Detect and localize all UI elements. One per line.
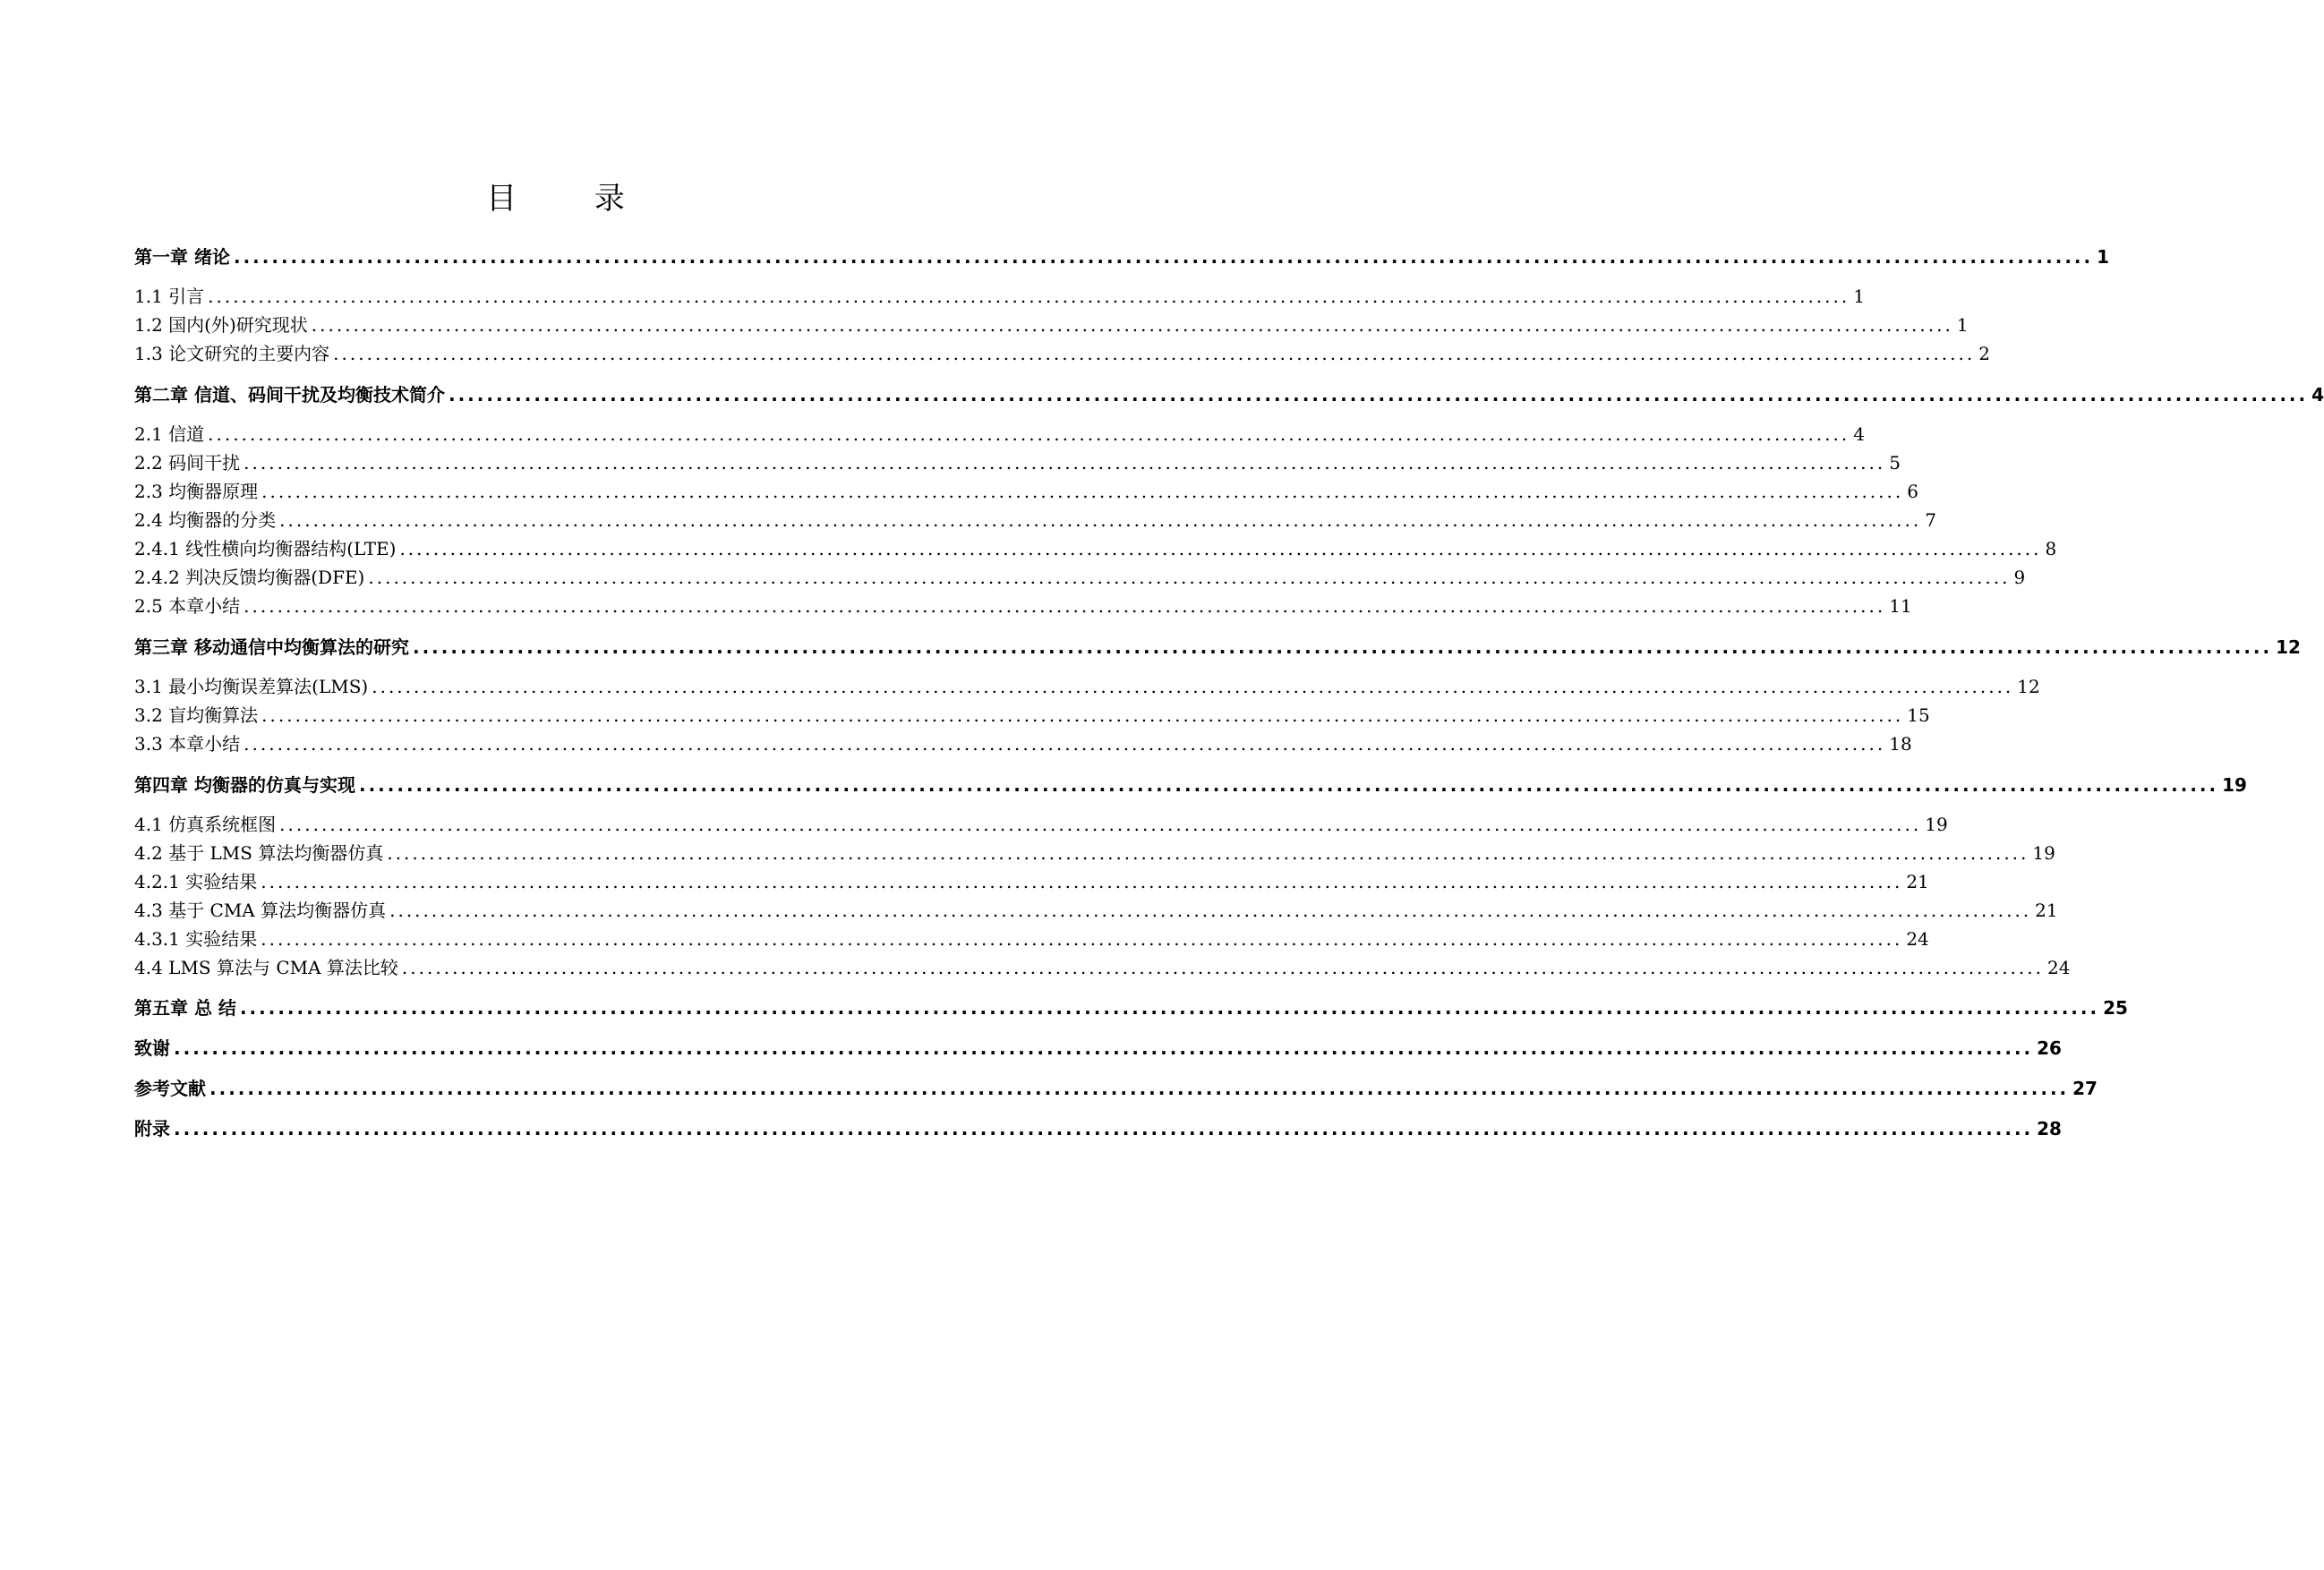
toc-entry-page: 26: [2037, 1037, 2062, 1059]
toc-entry-label: 2.1 信道: [134, 423, 205, 445]
toc-leader-dots: ....................................................................................................................................................................................................: [239, 997, 2100, 1019]
toc-entry[interactable]: [134, 1115, 2062, 1142]
toc-entry-page: 8: [2045, 538, 2057, 559]
toc-entry-page: 27: [2072, 1078, 2098, 1099]
toc-entry-page: 4: [1853, 423, 1865, 445]
toc-entry-label: 附录: [134, 1118, 170, 1139]
toc-leader-dots: ....................................................................................................................................................................................................: [368, 567, 2011, 588]
toc-entry[interactable]: [134, 421, 1865, 448]
toc-leader-dots: ....................................................................................................................................................................................................: [448, 384, 2309, 405]
toc-entry[interactable]: [134, 1035, 2062, 1062]
toc-leader-dots: ....................................................................................................................................................................................................: [333, 343, 1976, 364]
toc-entry-page: 28: [2037, 1118, 2062, 1139]
toc-entry-label: 3.3 本章小结: [134, 733, 241, 755]
toc-leader-dots: ....................................................................................................................................................................................................: [261, 481, 1904, 502]
toc-entry-page: 5: [1889, 452, 1901, 474]
toc-entry-label: 第三章 移动通信中均衡算法的研究: [134, 636, 409, 658]
toc-entry-page: 2: [1978, 343, 1990, 364]
toc-entry[interactable]: [134, 926, 1929, 952]
toc-entry-label: 1.2 国内(外)研究现状: [134, 314, 308, 336]
toc-entry[interactable]: [134, 243, 2110, 270]
toc-entry-label: 1.1 引言: [134, 286, 205, 307]
toc-leader-dots: ....................................................................................................................................................................................................: [399, 538, 2042, 559]
toc-leader-dots: ....................................................................................................................................................................................................: [261, 871, 1903, 892]
toc-entry[interactable]: [134, 340, 1990, 367]
toc-entry[interactable]: [134, 702, 1930, 729]
toc-entry[interactable]: [134, 954, 2071, 981]
toc-entry-label: 2.3 均衡器原理: [134, 481, 259, 502]
toc-entry[interactable]: [134, 593, 1912, 619]
toc-entry[interactable]: [134, 897, 2058, 924]
toc-entry[interactable]: [134, 478, 1918, 505]
toc-leader-dots: ....................................................................................................................................................................................................: [261, 928, 1903, 950]
toc-leader-dots: ....................................................................................................................................................................................................: [401, 957, 2044, 978]
toc-entry-label: 2.4.2 判决反馈均衡器(DFE): [134, 567, 365, 588]
toc-entry[interactable]: [134, 1075, 2098, 1102]
toc-leader-dots: ....................................................................................................................................................................................................: [261, 704, 1904, 726]
toc-leader-dots: ....................................................................................................................................................................................................: [412, 636, 2273, 658]
toc-entry-label: 4.1 仿真系统框图: [134, 814, 277, 835]
toc-entry-page: 1: [2097, 246, 2110, 268]
toc-entry-label: 第二章 信道、码间干扰及均衡技术简介: [134, 384, 445, 405]
toc-leader-dots: ....................................................................................................................................................................................................: [233, 246, 2094, 268]
toc-entry[interactable]: [134, 311, 1969, 338]
toc-leader-dots: ....................................................................................................................................................................................................: [244, 733, 1886, 755]
toc-leader-dots: ....................................................................................................................................................................................................: [208, 286, 1850, 307]
toc-entry[interactable]: [134, 564, 2026, 591]
toc-entry-label: 4.2 基于 LMS 算法均衡器仿真: [134, 842, 384, 864]
page-title: 目 录: [486, 181, 659, 217]
toc-entry-label: 3.1 最小均衡误差算法(LMS): [134, 676, 369, 697]
toc-entry-label: 2.4 均衡器的分类: [134, 509, 277, 531]
toc-entry-label: 参考文献: [134, 1078, 206, 1099]
toc-entry-page: 19: [2032, 842, 2055, 864]
toc-entry-label: 4.3.1 实验结果: [134, 928, 258, 950]
toc-entry-label: 第一章 绪论: [134, 246, 230, 268]
toc-entry-label: 第四章 均衡器的仿真与实现: [134, 774, 355, 796]
toc-entry-page: 18: [1889, 733, 1912, 755]
toc-entry-page: 12: [2017, 676, 2040, 697]
toc-entry-page: 1: [1853, 286, 1865, 307]
toc-leader-dots: ....................................................................................................................................................................................................: [311, 314, 1953, 336]
toc-leader-dots: ....................................................................................................................................................................................................: [372, 676, 2014, 697]
toc-leader-dots: ....................................................................................................................................................................................................: [174, 1118, 2034, 1139]
toc-entry[interactable]: [134, 840, 2055, 866]
toc-entry[interactable]: [134, 535, 2057, 562]
toc-leader-dots: ....................................................................................................................................................................................................: [209, 1078, 2070, 1099]
toc-entry[interactable]: [134, 634, 2301, 661]
toc-leader-dots: ....................................................................................................................................................................................................: [279, 509, 1922, 531]
toc-entry[interactable]: [134, 811, 1948, 838]
toc-entry[interactable]: [134, 868, 1929, 895]
toc-entry-page: 19: [2222, 774, 2247, 796]
toc-entry-page: 24: [1906, 928, 1929, 950]
toc-entry-label: 4.2.1 实验结果: [134, 871, 258, 892]
toc-entry-label: 2.4.1 线性横向均衡器结构(LTE): [134, 538, 397, 559]
toc-entry-page: 19: [1925, 814, 1948, 835]
toc-entry-label: 致谢: [134, 1037, 170, 1059]
toc-leader-dots: ....................................................................................................................................................................................................: [174, 1037, 2034, 1059]
toc-entry-page: 6: [1907, 481, 1918, 502]
toc-leader-dots: ....................................................................................................................................................................................................: [389, 900, 2032, 921]
toc-entry-page: 24: [2046, 957, 2071, 978]
toc-entry-page: 15: [1907, 704, 1930, 726]
toc-entry-page: 12: [2276, 636, 2301, 658]
toc-leader-dots: ....................................................................................................................................................................................................: [358, 774, 2219, 796]
toc-entry-label: 第五章 总 结: [134, 997, 236, 1019]
toc-entry-page: 11: [1889, 595, 1912, 617]
toc-entry[interactable]: [134, 730, 1912, 757]
toc-entry[interactable]: [134, 507, 1936, 533]
toc-entry-label: 4.4 LMS 算法与 CMA 算法比较: [134, 957, 398, 978]
toc-entry-label: 1.3 论文研究的主要内容: [134, 343, 330, 364]
toc-entry[interactable]: [134, 283, 1865, 310]
toc-entry[interactable]: [134, 772, 2247, 798]
toc-entry-label: 4.3 基于 CMA 算法均衡器仿真: [134, 900, 387, 921]
toc-entry-page: 21: [2035, 900, 2058, 921]
toc-leader-dots: ....................................................................................................................................................................................................: [244, 452, 1886, 474]
toc-entry[interactable]: [134, 994, 2128, 1021]
toc-entry-label: 2.2 码间干扰: [134, 452, 241, 474]
toc-entry[interactable]: [134, 381, 2324, 408]
toc-leader-dots: ....................................................................................................................................................................................................: [279, 814, 1922, 835]
toc-entry-page: 1: [1956, 314, 1969, 336]
toc-entry-page: 7: [1925, 509, 1936, 531]
toc-leader-dots: ....................................................................................................................................................................................................: [244, 595, 1886, 617]
toc-entry-page: 25: [2103, 997, 2128, 1019]
toc-entry-page: 9: [2013, 567, 2026, 588]
toc-entry-label: 2.5 本章小结: [134, 595, 241, 617]
toc-entry-label: 3.2 盲均衡算法: [134, 704, 259, 726]
toc-leader-dots: ....................................................................................................................................................................................................: [208, 423, 1850, 445]
toc-entry-page: 4: [2311, 384, 2324, 405]
toc-leader-dots: ....................................................................................................................................................................................................: [387, 842, 2029, 864]
toc-entry-page: 21: [1906, 871, 1929, 892]
toc-entry[interactable]: [134, 449, 1901, 476]
toc-entry[interactable]: [134, 673, 2040, 700]
